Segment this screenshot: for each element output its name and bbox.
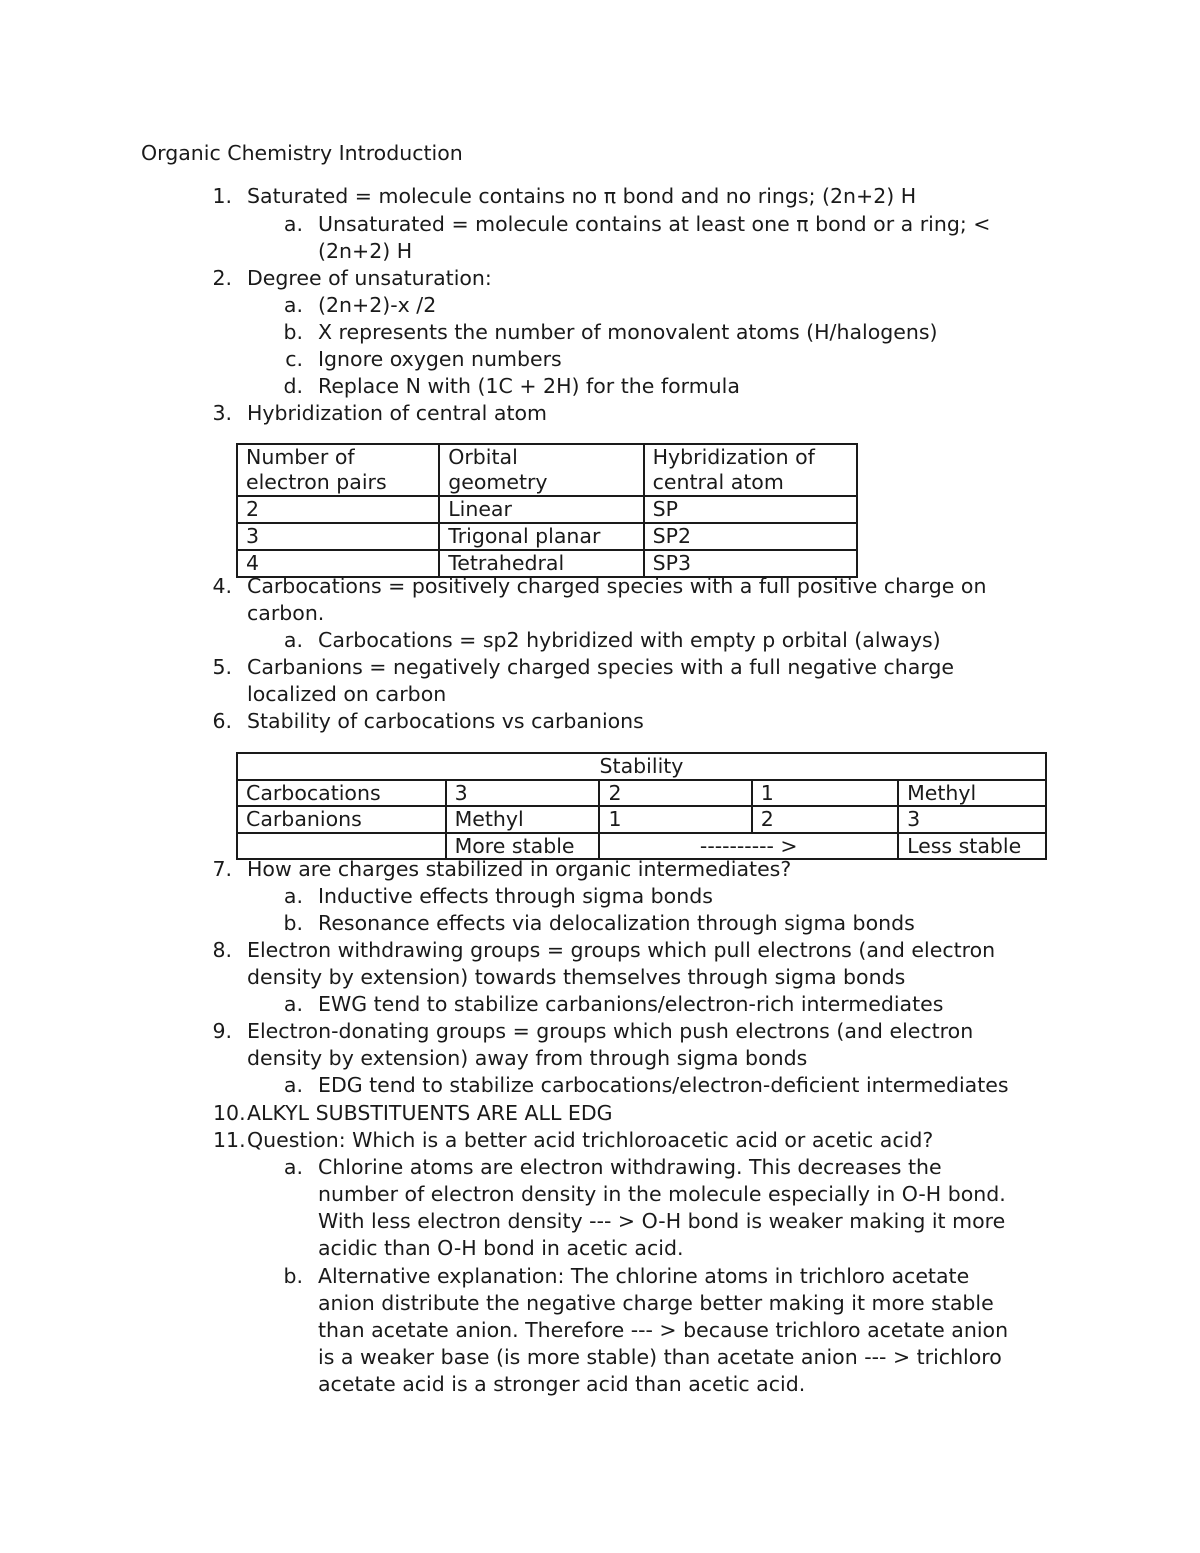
list-item: X represents the number of monovalent atoms (H/halogens) xyxy=(318,320,938,344)
list-item: Question: Which is a better acid trichloroacetic acid or acetic acid? xyxy=(247,1128,934,1152)
list-number: 1. xyxy=(212,184,232,208)
list-letter: a. xyxy=(283,1155,303,1179)
list-item-continuation: acidic than O-H bond in acetic acid. xyxy=(318,1236,684,1260)
list-item: Carbocations = sp2 hybridized with empty p orbital (always) xyxy=(318,628,941,652)
table-cell: SP2 xyxy=(644,523,857,550)
list-item: Resonance effects via delocalization through sigma bonds xyxy=(318,911,915,935)
list-number: 4. xyxy=(212,574,232,598)
list-number: 2. xyxy=(212,266,232,290)
table-header-row xyxy=(237,753,1046,780)
list-number: 3. xyxy=(212,401,232,425)
list-item: Electron withdrawing groups = groups which pull electrons (and electron xyxy=(247,938,996,962)
list-item: Carbocations = positively charged species with a full positive charge on xyxy=(247,574,987,598)
table-row xyxy=(237,496,857,523)
list-item: Alternative explanation: The chlorine atoms in trichloro acetate xyxy=(318,1264,970,1288)
table-cell: 3 xyxy=(446,780,600,807)
table-row xyxy=(237,806,1046,833)
list-item: Electron-donating groups = groups which push electrons (and electron xyxy=(247,1019,974,1043)
list-item: ALKYL SUBSTITUENTS ARE ALL EDG xyxy=(247,1101,613,1125)
hybridization-table xyxy=(236,443,858,578)
list-item-continuation: anion distribute the negative charge better making it more stable xyxy=(318,1291,994,1315)
list-item-continuation: number of electron density in the molecule especially in O-H bond. xyxy=(318,1182,1006,1206)
list-letter: a. xyxy=(283,293,303,317)
list-item-continuation: With less electron density --- > O-H bond is weaker making it more xyxy=(318,1209,1006,1233)
table-cell: Less stable xyxy=(898,833,1046,860)
table-cell: More stable xyxy=(446,833,600,860)
table-header-row xyxy=(237,444,857,496)
page-title: Organic Chemistry Introduction xyxy=(141,141,463,165)
list-item: (2n+2)-x /2 xyxy=(318,293,437,317)
list-letter: b. xyxy=(283,320,303,344)
list-item: How are charges stabilized in organic intermediates? xyxy=(247,857,792,881)
table-title-cell: Stability xyxy=(237,753,1046,780)
table-header-cell: Number of electron pairs xyxy=(237,444,439,496)
list-item-continuation: is a weaker base (is more stable) than acetate anion --- > trichloro xyxy=(318,1345,1002,1369)
table-cell: Trigonal planar xyxy=(439,523,643,550)
list-number: 6. xyxy=(212,709,232,733)
table-cell: Methyl xyxy=(446,806,600,833)
list-item: Saturated = molecule contains no π bond and no rings; (2n+2) H xyxy=(247,184,917,208)
list-letter: a. xyxy=(283,212,303,236)
list-item-continuation: acetate acid is a stronger acid than acetic acid. xyxy=(318,1372,806,1396)
table-cell: Carbanions xyxy=(237,806,446,833)
table-cell: 1 xyxy=(752,780,898,807)
table-cell: SP xyxy=(644,496,857,523)
list-item: Chlorine atoms are electron withdrawing. This decreases the xyxy=(318,1155,942,1179)
table-row xyxy=(237,780,1046,807)
list-letter: b. xyxy=(283,911,303,935)
table-cell: 2 xyxy=(752,806,898,833)
list-item: Stability of carbocations vs carbanions xyxy=(247,709,644,733)
list-item: Ignore oxygen numbers xyxy=(318,347,562,371)
list-item: Replace N with (1C + 2H) for the formula xyxy=(318,374,740,398)
table-cell: 4 xyxy=(237,550,439,577)
list-number: 10. xyxy=(213,1101,246,1125)
table-cell-arrow: ---------- > xyxy=(599,833,898,860)
list-letter: c. xyxy=(285,347,303,371)
list-number: 5. xyxy=(212,655,232,679)
table-cell: 3 xyxy=(237,523,439,550)
list-number: 11. xyxy=(213,1128,246,1152)
list-letter: b. xyxy=(283,1264,303,1288)
table-cell: Tetrahedral xyxy=(439,550,643,577)
table-header-cell: Orbital geometry xyxy=(439,444,643,496)
table-cell: SP3 xyxy=(644,550,857,577)
table-cell: Carbocations xyxy=(237,780,446,807)
list-item-continuation: (2n+2) H xyxy=(318,239,413,263)
table-header-cell: Hybridization of central atom xyxy=(644,444,857,496)
table-row xyxy=(237,523,857,550)
list-letter: d. xyxy=(283,374,303,398)
list-item: Unsaturated = molecule contains at least one π bond or a ring; < xyxy=(318,212,991,236)
list-number: 7. xyxy=(212,857,232,881)
list-number: 8. xyxy=(212,938,232,962)
table-cell: Methyl xyxy=(898,780,1046,807)
table-cell: 2 xyxy=(599,780,751,807)
list-item-continuation: than acetate anion. Therefore --- > because trichloro acetate anion xyxy=(318,1318,1009,1342)
list-item-continuation: localized on carbon xyxy=(247,682,447,706)
list-item: Degree of unsaturation: xyxy=(247,266,492,290)
stability-table xyxy=(236,752,1047,860)
list-item-continuation: carbon. xyxy=(247,601,325,625)
list-item-continuation: density by extension) away from through sigma bonds xyxy=(247,1046,808,1070)
list-item: EWG tend to stabilize carbanions/electron-rich intermediates xyxy=(318,992,944,1016)
table-cell: Linear xyxy=(439,496,643,523)
list-item: EDG tend to stabilize carbocations/electron-deficient intermediates xyxy=(318,1073,1009,1097)
list-number: 9. xyxy=(212,1019,232,1043)
list-letter: a. xyxy=(283,1073,303,1097)
list-item: Carbanions = negatively charged species with a full negative charge xyxy=(247,655,955,679)
list-item: Inductive effects through sigma bonds xyxy=(318,884,713,908)
list-item: Hybridization of central atom xyxy=(247,401,548,425)
list-item-continuation: density by extension) towards themselves through sigma bonds xyxy=(247,965,906,989)
table-cell: 2 xyxy=(237,496,439,523)
list-letter: a. xyxy=(283,628,303,652)
list-letter: a. xyxy=(283,992,303,1016)
list-letter: a. xyxy=(283,884,303,908)
table-cell: 3 xyxy=(898,806,1046,833)
table-cell: 1 xyxy=(599,806,751,833)
